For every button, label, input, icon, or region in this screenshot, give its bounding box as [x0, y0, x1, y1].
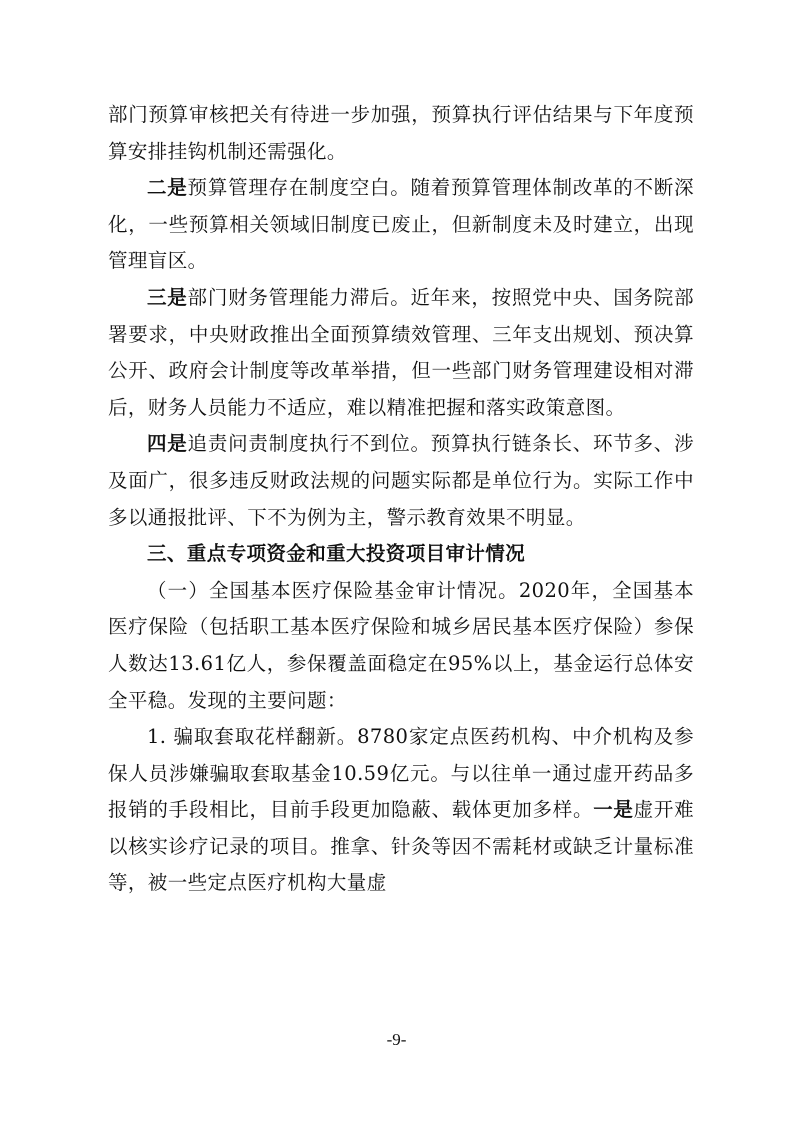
page-number: -9- [386, 1030, 407, 1049]
item-1-text: 1. 骗取套取花样翻新。8780家定点医药机构、中介机构及参保人员涉嫌骗取套取基金10.59亿元。与以往单一通过虚开药品多报销的手段相比，目前手段更加隐蔽、载体更加多样。 [108, 725, 694, 822]
paragraph-3 [108, 280, 694, 426]
paragraph-1 [108, 97, 694, 170]
item-1-tail: 虚开难以核实诊疗记录的项目。推拿、针灸等因不需耗材或缺乏计量标准等，被一些定点医疗机构大量虚 [108, 798, 694, 895]
paragraph-4-lead: 四是 [147, 432, 188, 456]
section-heading: 三、重点专项资金和重大投资项目审计情况 [147, 542, 526, 566]
paragraph-2-lead: 二是 [147, 176, 188, 200]
paragraph-2 [108, 170, 694, 280]
paragraph-4 [108, 426, 694, 536]
subsection-paragraph: （一）全国基本医疗保险基金审计情况。2020年，全国基本医疗保险（包括职工基本医疗保险和城乡居民基本医疗保险）参保人数达13.61亿人，参保覆盖面稳定在95%以上，基金运行总体安全平稳。发现的主要问题： [108, 578, 694, 712]
paragraph-3-text: 部门财务管理能力滞后。近年来，按照党中央、国务院部署要求，中央财政推出全面预算绩效管理、三年支出规划、预决算公开、政府会计制度等改革举措，但一些部门财务管理建设相对滞后，财务人员能力不适应，难以精准把握和落实政策意图。 [108, 285, 694, 419]
paragraph-2-text: 预算管理存在制度空白。随着预算管理体制改革的不断深化，一些预算相关领域旧制度已废止，但新制度未及时建立，出现管理盲区。 [108, 176, 694, 273]
item-1-paragraph [108, 719, 694, 902]
item-1-lead: 一是 [593, 798, 634, 822]
paragraph-4-text: 追责问责制度执行不到位。预算执行链条长、环节多、涉及面广，很多违反财政法规的问题实际都是单位行为。实际工作中多以通报批评、下不为例为主，警示教育效果不明显。 [108, 432, 694, 529]
paragraph-3-lead: 三是 [147, 285, 188, 309]
paragraph-1-text: 部门预算审核把关有待进一步加强，预算执行评估结果与下年度预算安排挂钩机制还需强化。 [108, 103, 694, 163]
body-text [108, 97, 694, 902]
